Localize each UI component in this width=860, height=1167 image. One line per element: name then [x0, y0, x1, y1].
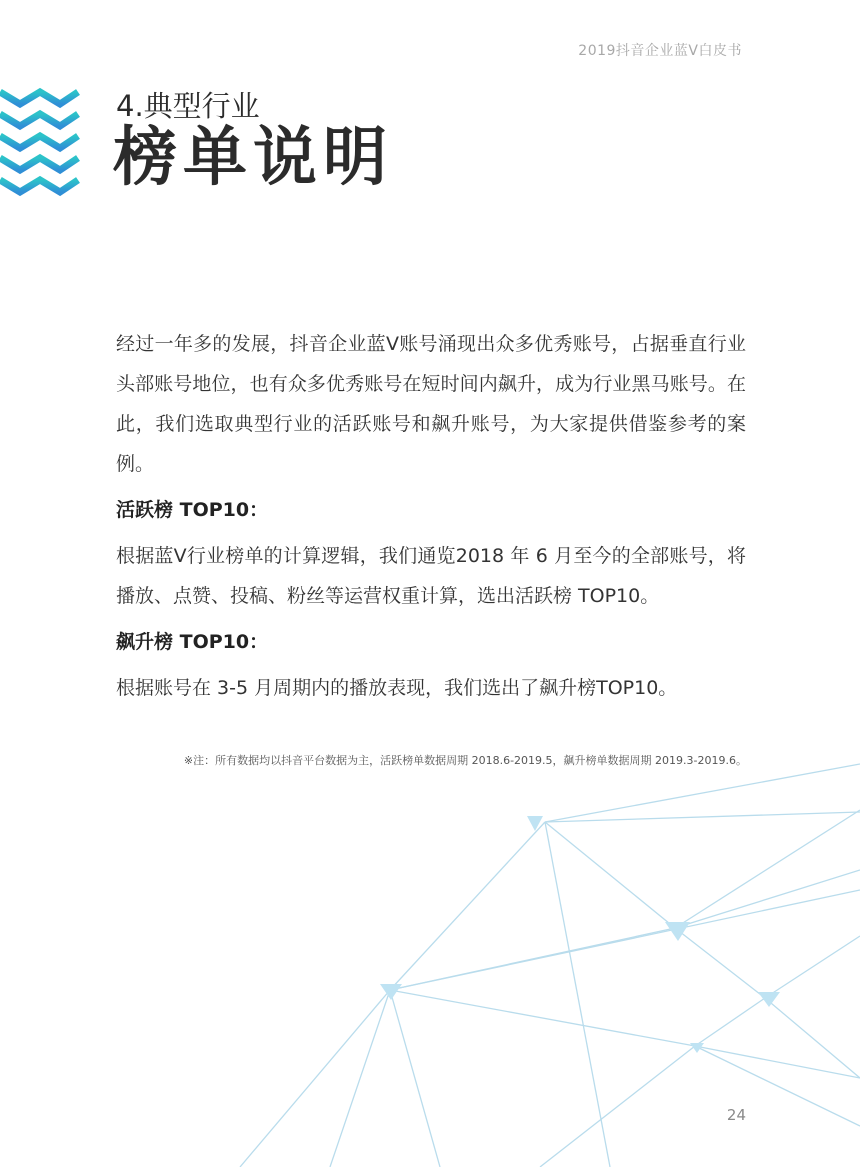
rising-list-description: 根据账号在 3-5 月周期内的播放表现，我们选出了飙升榜TOP10。	[116, 677, 678, 699]
page-title: 榜单说明	[113, 121, 393, 195]
footnote: ※注：所有数据均以抖音平台数据为主，活跃榜单数据周期 2018.6-2019.5，飙升榜单数据周期 2019.3-2019.6。	[183, 754, 747, 767]
section-number-label: 4.典型行业	[116, 89, 260, 123]
intro-paragraph: 经过一年多的发展，抖音企业蓝V账号涌现出众多优秀账号，占据垂直行业头部账号地位，也有众多优秀账号在短时间内飙升，成为行业黑马账号。在此，我们选取典型行业的活跃账号和飙升账号，为大家提供借鉴参考的案例。	[116, 333, 746, 475]
document-header-title: 2019抖音企业蓝V白皮书	[578, 43, 742, 59]
rising-list-heading: 飙升榜 TOP10：	[116, 631, 269, 653]
active-list-description: 根据蓝V行业榜单的计算逻辑，我们通览2018 年 6 月至今的全部账号，将播放、点赞、投稿、粉丝等运营权重计算，选出活跃榜 TOP10。	[116, 545, 746, 607]
body-content	[116, 324, 746, 714]
active-list-heading: 活跃榜 TOP10：	[116, 499, 269, 521]
zigzag-chevrons-icon	[0, 86, 80, 204]
page-number: 24	[726, 1106, 746, 1124]
